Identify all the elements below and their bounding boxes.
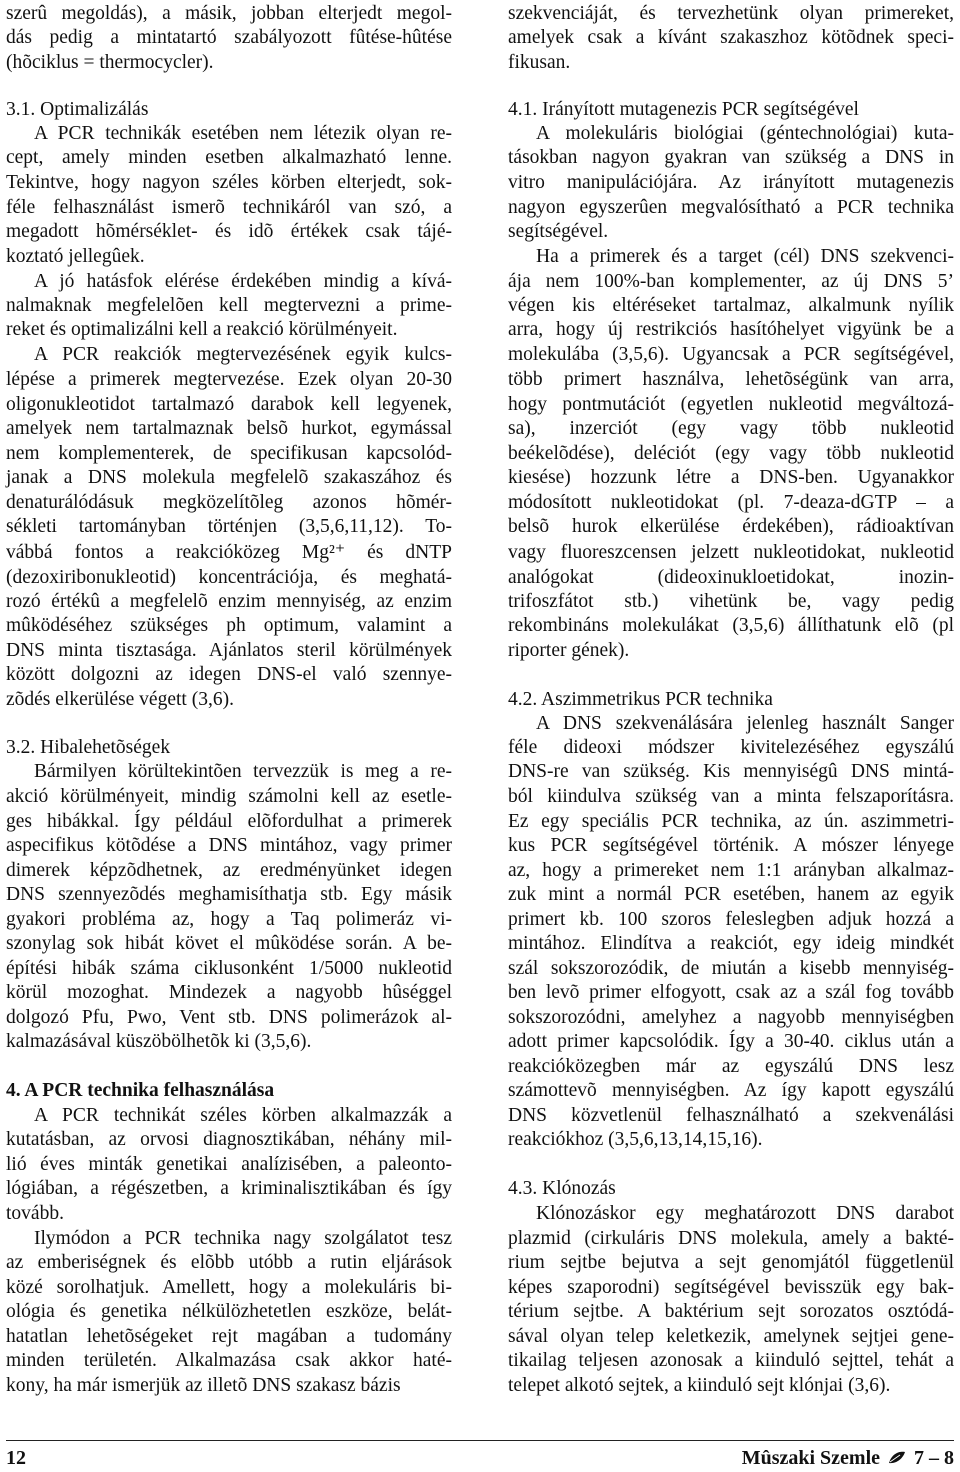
text-line: hogy pontmutációt (egyetlen nukleotid megváltozá- (508, 394, 954, 415)
text-line: fikusan. (508, 52, 571, 73)
text-line: több primert használva, lehetõségünk van arra, (508, 369, 954, 390)
text-line: DNS közvetlenül felhasználható a szekvenálási (508, 1105, 954, 1126)
text-line: Ez egy speciális PCR technika, az ún. aszimmetri- (508, 811, 954, 832)
text-line: beékelõdése), deléciót (egy vagy több nukleotid (508, 443, 954, 464)
text-line: primert kb. 100 szoros feleslegben adjuk hozzá a (508, 909, 954, 930)
text-line: segítségével. (508, 221, 609, 242)
text-line: lió éves minták genetikai analízisében, a paleonto- (6, 1154, 452, 1175)
text-line: trifoszfátot stb.) vihetünk be, vagy pedig (508, 591, 954, 612)
text-line: A PCR technikát széles körben alkalmazzák a (34, 1105, 452, 1126)
text-line: körül mozoghat. Mindezek a nagyobb hûséggel (6, 982, 452, 1003)
text-line: analógokat (dideoxinukloetidokat, inozin- (508, 567, 954, 588)
text-line: minden területén. Alkalmazása csak akkor haté- (6, 1350, 452, 1371)
text-line: féle felhasználást ismerõ technikáról van szó, a (6, 197, 452, 218)
text-line: tikailag teljesen azonosak a kiinduló sejttel, tehát a (508, 1350, 954, 1371)
text-line: kiesése) hozzunk létre a DNS-ben. Ugyanakkor (508, 467, 954, 488)
text-line: koztató jellegûek. (6, 246, 145, 267)
text-line: Ha a primerek és a target (cél) DNS szekvenci- (536, 246, 954, 267)
text-line: akció körülményeit, mindig számolni kell az esetle- (6, 786, 452, 807)
text-line: kus PCR segítségével történik. A mószer lényege (508, 835, 954, 856)
text-line: dás pedig a mintatartó szabályozott fûtése-hûtése (6, 27, 452, 48)
text-line: ból kiindulva szükség van a minta felszaporításra. (508, 786, 954, 807)
text-line: vábbá fontos a reakcióközeg Mg²⁺ és dNTP (6, 542, 452, 563)
text-line: szekvenciáját, és tervezhetünk olyan primereket, (508, 3, 954, 24)
text-line: plazmid (cirkuláris DNS molekula, amely a bakté- (508, 1228, 954, 1249)
text-line: hatatlan lehetõségeket rejt magában a tudomány (6, 1326, 452, 1347)
text-line: A PCR reakciók megtervezésének egyik kulcs- (34, 344, 452, 365)
text-line: gyakori probléma az, hogy a Taq polimeráz vi- (6, 909, 452, 930)
text-line: rium sejtbe bejutva a sejt genomjától függetlenül (508, 1252, 954, 1273)
text-line: cept, amely minden esetben alkalmazható lenne. (6, 147, 452, 168)
section-heading: 4. A PCR technika felhasználása (6, 1080, 275, 1101)
text-line: DNS-re van szükség. Kis mennyiségû DNS mintá- (508, 761, 954, 782)
text-line: A DNS szekvenálására jelenleg használt Sanger (536, 713, 954, 734)
text-line: között dolgozni az idegen DNS-el való szennye- (6, 664, 452, 685)
text-line: számottevõ mennyiségben. Az így kapott egyszálú (508, 1080, 954, 1101)
journal-info (742, 1446, 954, 1470)
text-line: kony, ha már ismerjük az illetõ DNS szakasz bázis (6, 1375, 401, 1396)
text-line: lógiában, a régészetben, a kriminalisztikában és így (6, 1178, 452, 1199)
text-line: zuk mint a normál PCR esetében, hanem az egyik (508, 884, 954, 905)
text-line: amelyek csak a kívánt szakaszhoz kötõdnek speci- (508, 27, 954, 48)
text-line: mûködéséhez szükséges ph optimum, valamint a (6, 615, 452, 636)
text-line: képes szaporodni) segítségével bevisszük egy bak- (508, 1277, 954, 1298)
text-line: vagy fluoreszcensen jelzett nukleotidokat, nukleotid (508, 542, 954, 563)
text-line: DNS minta tisztasága. Ajánlatos steril körülmények (6, 640, 452, 661)
text-line: Bármilyen körültekintõen tervezzük is meg a re- (34, 761, 452, 782)
text-line: molekulába (3,5,6). Ugyancsak a PCR segítségével, (508, 344, 954, 365)
text-line: Tekintve, hogy nagyon széles körben elterjedt, sok- (6, 172, 452, 193)
text-line: nagyon egyszerûen megvalósítható a PCR technika (508, 197, 954, 218)
text-line: ája nem 100%-ban komplementer, az új DNS 5’ (508, 271, 954, 292)
text-line: reakciókhoz (3,5,6,13,14,15,16). (508, 1129, 763, 1150)
text-line: (hõciklus = thermocycler). (6, 52, 214, 73)
text-line: kalmazásával küszöbölhetõk ki (3,5,6). (6, 1031, 312, 1052)
text-line: amelyek nem tartalmaznak belsõ hurkot, egymással (6, 418, 452, 439)
section-heading: 4.3. Klónozás (508, 1178, 616, 1199)
text-line: rekombináns molekulákat (3,5,6) állíthatunk elõ (pl (508, 615, 954, 636)
section-heading: 4.1. Irányított mutagenezis PCR segítségével (508, 99, 859, 120)
text-line: denaturálódásuk megközelítõleg azonos hõmér- (6, 492, 452, 513)
text-line: belsõ hurok elkerülése érdekében), rádioaktívan (508, 516, 954, 537)
text-line: közé sorolhatjuk. Amellett, hogy a molekuláris bi- (6, 1277, 452, 1298)
text-line: telepet alkotó sejtek, a kiinduló sejt klónjai (3,6). (508, 1375, 891, 1396)
text-line: ológia és genetika nélkülözhetetlen eszköze, belát- (6, 1301, 452, 1322)
text-line: építési hibák száma ciklusonként 1/5000 nukleotid (6, 958, 452, 979)
text-line: reket és optimalizálni kell a reakció körülményeit. (6, 319, 398, 340)
text-line: rozó értékû a megfelelõ enzim mennyiség, az enzim (6, 591, 452, 612)
text-line: adott primer kapcsolódik. Így a 30-40. ciklus után a (508, 1031, 954, 1052)
section-heading: 3.1. Optimalizálás (6, 99, 149, 120)
text-line: Klónozáskor egy meghatározott DNS darabot (536, 1203, 954, 1224)
text-line: A molekuláris biológiai (géntechnológiai) kuta- (536, 123, 954, 144)
text-line: mintához. Elindítva a reakciót, egy ideig mindkét (508, 933, 954, 954)
text-line: dimerek képzõdhetnek, az eredményünket idegen (6, 860, 452, 881)
text-line: szonylag sok hibát követ el mûködése során. A be- (6, 933, 452, 954)
text-line: térium sejtbe. A baktérium sejt sorozatos osztódá- (508, 1301, 954, 1322)
section-heading: 3.2. Hibalehetõségek (6, 737, 171, 758)
text-line: módosított nukleotidokat (pl. 7-deaza-dGTP – a (508, 492, 954, 513)
text-line: A jó hatásfok elérése érdekében mindig a kívá- (34, 271, 452, 292)
text-line: megadott hõmérséklet- és idõ értékek csak tájé- (6, 221, 452, 242)
text-line: végen kis eltéréseket tartalmaz, alkalmunk nyílik (508, 295, 954, 316)
text-line: riporter gének). (508, 640, 630, 661)
text-line: DNS szennyezõdés meghamisíthatja stb. Egy másik (6, 884, 452, 905)
journal-name: Mûszaki Szemle (741, 1447, 880, 1469)
text-line: lépése a primerek megtervezése. Ezek olyan 20-30 (6, 369, 452, 390)
text-line: ben levõ primer elfogyott, csak az a szál fog tovább (508, 982, 954, 1003)
section-heading: 4.2. Aszimmetrikus PCR technika (508, 689, 773, 710)
text-line: (dezoxiribonukleotid) koncentrációja, és meghatá- (6, 567, 452, 588)
text-line: Ilymódon a PCR technika nagy szolgálatot tesz (34, 1228, 452, 1249)
page-number: 12 (6, 1447, 26, 1469)
text-line: oligonukleotidot tartalmazó darabok kell legyenek, (6, 394, 452, 415)
text-line: tásokban nagyon gyakran van szükség a DNS in (508, 147, 954, 168)
text-line: kutatásban, az orvosi diagnosztikában, néhány mil- (6, 1129, 452, 1150)
text-line: sokszorozódni, amelyhez a nagyobb mennyiségben (508, 1007, 954, 1028)
text-line: sékleti tartományban történjen (3,5,6,11,12). To- (6, 516, 452, 537)
text-line: sa), inzerciót (egy vagy több nukleotid (508, 418, 954, 439)
text-line: az, hogy a primereket nem 1:1 arányban alkalmaz- (508, 860, 954, 881)
text-line: aspecifikus kötõdése a DNS mintához, vagy primer (6, 835, 452, 856)
text-line: dolgozó Pfu, Pwo, Vent stb. DNS polimerázok al- (6, 1007, 452, 1028)
text-line: zõdés elkerülése végett (3,6). (6, 689, 234, 710)
text-line: szál sokszorozódik, de miután a kisebb mennyiség- (508, 958, 954, 979)
text-line: nem komplementerek, de specifikusan kapcsolód- (6, 443, 452, 464)
text-line: féle dideoxi módszer kivitelezéséhez egyszálú (508, 737, 954, 758)
text-line: tovább. (6, 1203, 64, 1224)
text-line: arra, hogy új restrikciós hasítóhelyet vigyünk be a (508, 319, 954, 340)
text-line: sával olyan telep keletkezik, amelynek sejtjei gene- (508, 1326, 954, 1347)
text-line: A PCR technikák esetében nem létezik olyan re- (34, 123, 452, 144)
leaf-icon (888, 1451, 906, 1465)
footer-rule (6, 1440, 954, 1441)
page-footer (6, 1446, 954, 1470)
text-line: vitro manipulációjára. Az irányított mutagenezis (508, 172, 954, 193)
text-line: reakcióközegben már az egyszálú DNS lesz (508, 1056, 954, 1077)
text-line: az emberiségnek és elõbb utóbb a rutin eljárások (6, 1252, 452, 1273)
text-line: ges hibákkal. Így például elõfordulhat a primerek (6, 811, 452, 832)
journal-issue: 7 – 8 (914, 1447, 954, 1469)
text-line: nalmaknak megfelelõen kell megtervezni a prime- (6, 295, 452, 316)
text-line: janak a DNS molekula megfelelõ szakaszához és (6, 467, 452, 488)
text-line: szerû megoldás), a másik, jobban elterjedt megol- (6, 3, 452, 24)
